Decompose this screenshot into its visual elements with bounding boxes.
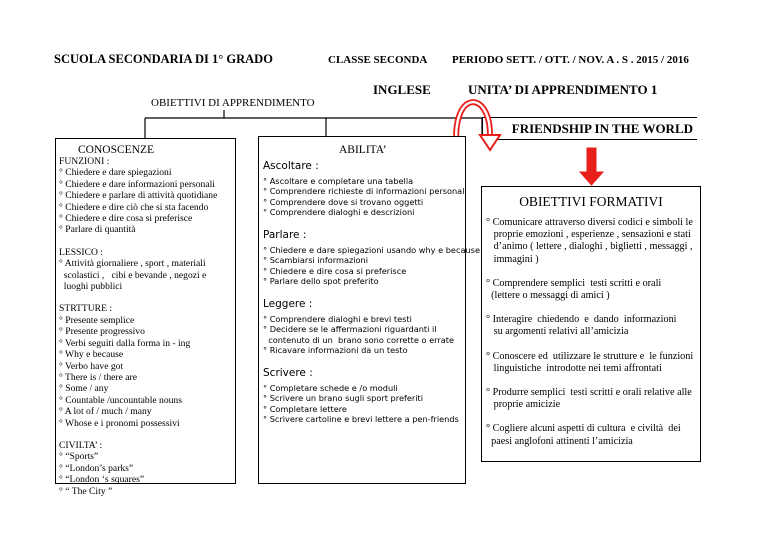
list-item: contenuto di un brano sono corrette o errate bbox=[263, 334, 454, 345]
objective-line: proprie amicizie bbox=[486, 399, 561, 411]
section-heading: CIVILTA’ : bbox=[59, 439, 103, 451]
objective-line: ° Comprendere semplici testi scritti e orali bbox=[486, 277, 662, 289]
list-item: ° “Sports” bbox=[59, 451, 99, 463]
objective-item bbox=[486, 387, 700, 411]
list-item: ° Scambiarsi informazioni bbox=[263, 255, 369, 266]
objective-line: (lettere o messaggi di amici ) bbox=[486, 290, 610, 302]
obiettivi-formativi-box bbox=[481, 186, 701, 462]
abilita-box bbox=[258, 136, 480, 484]
objective-line: ° Produrre semplici testi scritti e orali relative alle bbox=[486, 387, 692, 399]
list-item: ° Ascoltare e completare una tabella bbox=[263, 175, 414, 186]
strutture-section bbox=[59, 303, 235, 428]
list-item: ° Chiedere e dare informazioni personali bbox=[59, 178, 215, 190]
unit-label: UNITA’ DI APPRENDIMENTO 1 bbox=[468, 82, 658, 97]
list-item: ° Verbo have got bbox=[59, 360, 124, 372]
objective-item bbox=[486, 278, 700, 302]
subject-label: INGLESE bbox=[373, 82, 431, 97]
obiettivi-formativi-title: OBIETTIVI FORMATIVI bbox=[519, 194, 663, 209]
section-heading: Scrivere : bbox=[263, 366, 313, 379]
funzioni-section bbox=[59, 156, 235, 236]
list-item: ° Chiedere e parlare di attività quotidiane bbox=[59, 190, 218, 202]
list-item: ° Decidere se le affermazioni riguardanti il bbox=[263, 324, 437, 335]
list-item: ° There is / there are bbox=[59, 371, 137, 383]
objective-line: su argomenti relativi all’amicizia bbox=[486, 326, 629, 338]
list-item: ° A lot of / much / many bbox=[59, 406, 152, 418]
objective-line: immagini ) bbox=[486, 253, 539, 265]
civilta-section bbox=[59, 440, 235, 497]
objective-line: proprie emozioni , esperienze , sensazioni e stati bbox=[486, 229, 691, 241]
list-item: ° “ The City ” bbox=[59, 485, 113, 497]
section-heading: STRTTURE : bbox=[59, 303, 112, 315]
list-item: ° Some / any bbox=[59, 383, 109, 395]
section-heading: FUNZIONI : bbox=[59, 156, 110, 167]
list-item: ° Whose e i pronomi possessivi bbox=[59, 417, 180, 429]
class-label: CLASSE SECONDA bbox=[328, 54, 428, 66]
list-item: ° Chiedere e dare spiegazioni usando why e because bbox=[263, 244, 480, 255]
list-item: ° Chiedere e dire ciò che si sta facendo bbox=[59, 201, 209, 213]
conoscenze-title: CONOSCENZE bbox=[78, 144, 155, 156]
section-heading: LESSICO : bbox=[59, 246, 103, 258]
list-item: ° Why e because bbox=[59, 349, 124, 361]
list-item: ° Ricavare informazioni da un testo bbox=[263, 345, 408, 356]
list-item: ° Completare schede e /o moduli bbox=[263, 382, 398, 393]
list-item: ° Comprendere dialoghi e brevi testi bbox=[263, 313, 412, 324]
list-item: luoghi pubblici bbox=[59, 281, 123, 293]
section-heading: Leggere : bbox=[263, 297, 313, 310]
down-arrow-icon bbox=[580, 148, 603, 185]
objective-item bbox=[486, 351, 700, 375]
list-item: ° Parlare di quantità bbox=[59, 224, 136, 236]
list-item: ° Countable /uncountable nouns bbox=[59, 394, 182, 406]
objective-line: ° Interagire chiedendo e dando informazioni bbox=[486, 314, 677, 326]
abilita-title: ABILITA’ bbox=[339, 144, 387, 156]
list-item: scolastici , cibi e bevande , negozi e bbox=[59, 269, 207, 281]
objectives-label: OBIETTIVI DI APPRENDIMENTO bbox=[151, 97, 315, 109]
parlare-section bbox=[263, 228, 480, 287]
objective-line: ° Cogliere alcuni aspetti di cultura e civiltà dei bbox=[486, 423, 681, 435]
objective-line: paesi anglofoni attinenti l’amicizia bbox=[486, 435, 633, 447]
list-item: ° Chiedere e dire cosa si preferisce bbox=[263, 265, 407, 276]
section-heading: Parlare : bbox=[263, 228, 307, 241]
list-item: ° “London’s parks” bbox=[59, 462, 134, 474]
list-item: ° Chiedere e dire cosa si preferisce bbox=[59, 213, 193, 225]
list-item: ° Scrivere un brano sugli sport preferiti bbox=[263, 393, 424, 404]
list-item: ° “London ‘s squares” bbox=[59, 474, 145, 486]
list-item: ° Comprendere dove si trovano oggetti bbox=[263, 196, 424, 207]
list-item: ° Verbi seguiti dalla forma in - ing bbox=[59, 337, 191, 349]
list-item: ° Completare lettere bbox=[263, 403, 347, 414]
objective-line: linguistiche introdotte nei temi affrontati bbox=[486, 362, 662, 374]
objective-item bbox=[486, 423, 700, 447]
ascoltare-section bbox=[263, 161, 465, 218]
objective-line: ° Conoscere ed utilizzare le strutture e le funzioni bbox=[486, 350, 694, 362]
list-item: ° Presente progressivo bbox=[59, 326, 145, 338]
objective-item bbox=[486, 217, 700, 266]
list-item: ° Attività giornaliere , sport , materiali bbox=[59, 258, 206, 270]
objective-line: ° Comunicare attraverso diversi codici e simboli le bbox=[486, 217, 693, 228]
period-label: PERIODO SETT. / OTT. / NOV. A . S . 2015 / 2016 bbox=[452, 54, 689, 66]
list-item: ° Parlare dello spot preferito bbox=[263, 276, 379, 287]
scrivere-section bbox=[263, 368, 465, 425]
objective-line: d’animo ( lettere , dialoghi , biglietti , messaggi , bbox=[486, 241, 693, 253]
list-item: ° Comprendere dialoghi e descrizioni bbox=[263, 207, 415, 218]
conoscenze-box bbox=[55, 138, 236, 497]
list-item: ° Chiedere e dare spiegazioni bbox=[59, 167, 172, 179]
list-item: ° Presente semplice bbox=[59, 314, 135, 326]
leggere-section bbox=[263, 299, 465, 356]
unit-title: FRIENDSHIP IN THE WORLD bbox=[511, 121, 693, 136]
objective-item bbox=[486, 314, 700, 338]
list-item: ° Comprendere richieste di informazioni personali bbox=[263, 186, 467, 197]
school-label: SCUOLA SECONDARIA DI 1° GRADO bbox=[54, 52, 273, 66]
lessico-section bbox=[59, 247, 235, 293]
section-heading: Ascoltare : bbox=[263, 160, 319, 172]
list-item: ° Scrivere cartoline e brevi lettere a pen-friends bbox=[263, 414, 459, 425]
